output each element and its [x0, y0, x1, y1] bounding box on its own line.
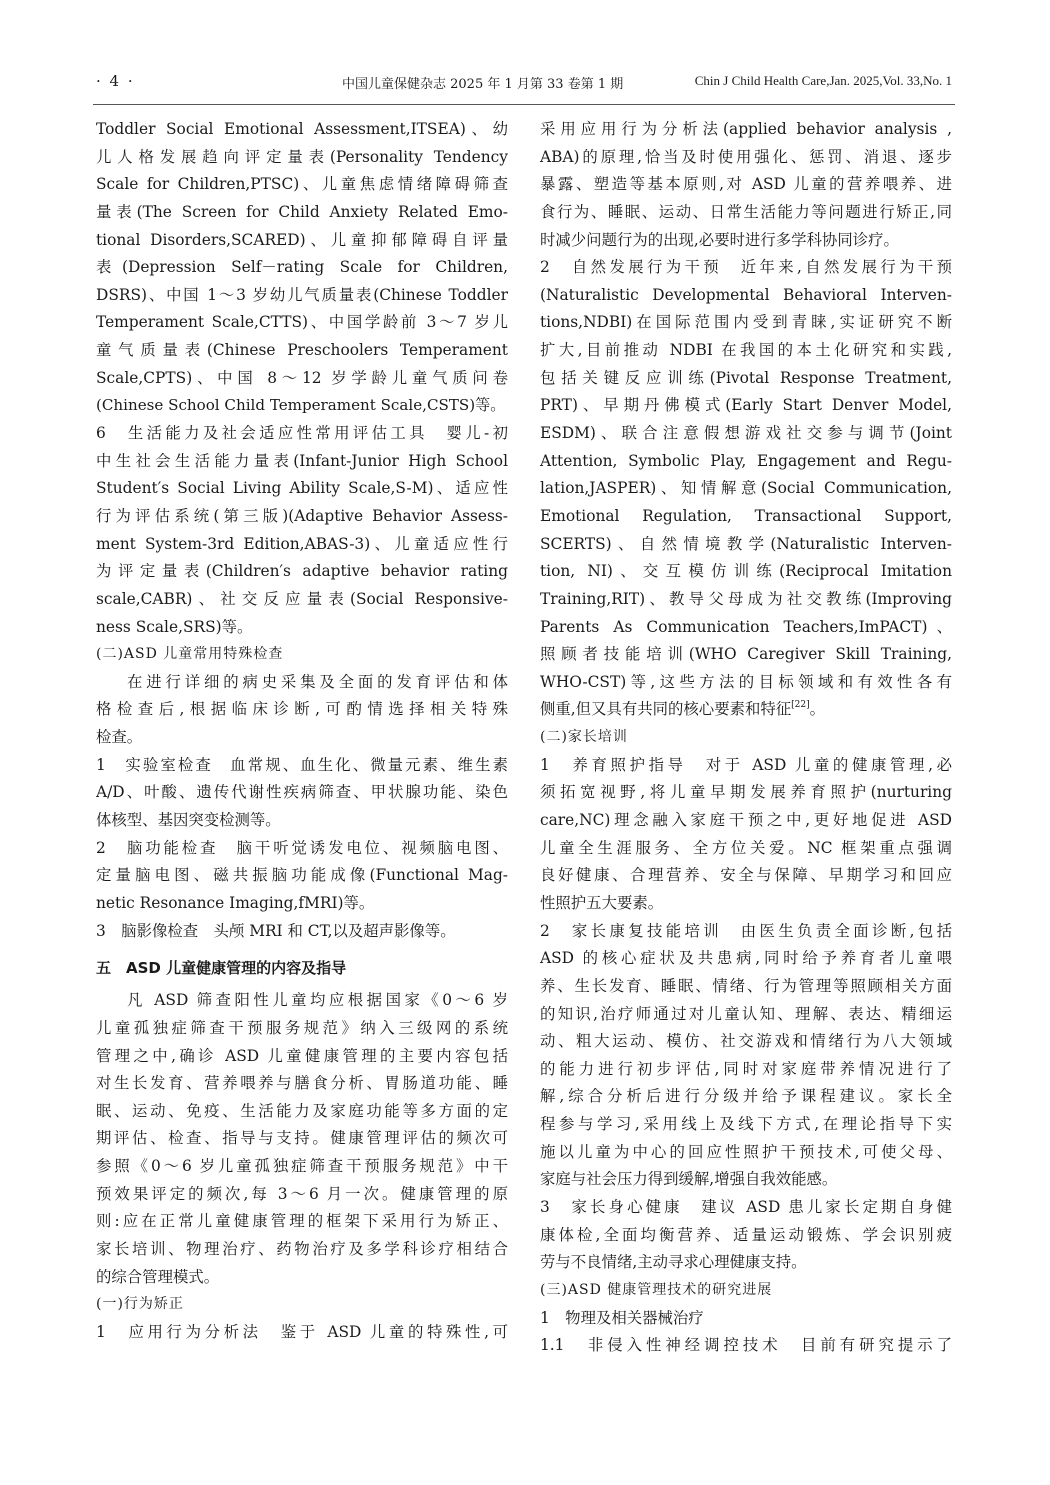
text-line-with-citation [540, 696, 952, 724]
text-line: Toddler Social Emotional Assessment,ITSEA)、幼 [96, 120, 508, 138]
text-line: scale,CABR)、社交反应量表(Social Responsive- [96, 589, 508, 608]
text-line: 参照《0～6 岁儿童孤独症筛查干预服务规范》中干 [96, 1157, 508, 1176]
subsection-heading-rehab-skills: 2 家长康复技能培训 由医生负责全面诊断,包括 [540, 921, 952, 940]
chapter-heading-five: 五 ASD 儿童健康管理的内容及指导 [96, 959, 347, 978]
text-line: Emotional Regulation, Transactional Support, [540, 506, 952, 525]
text-line: ABA)的原理,恰当及时使用强化、惩罚、消退、逐步 [540, 147, 952, 166]
text-line: 预效果评定的频次,每 3～6 月一次。健康管理的原 [96, 1184, 508, 1203]
section-heading-research-progress: (三)ASD 健康管理技术的研究进展 [540, 1281, 773, 1298]
text-line: 包括关键反应训练(Pivotal Response Treatment, [540, 368, 952, 387]
text-span: 。 [809, 700, 826, 719]
text-line: 的综合管理模式。 [96, 1267, 220, 1286]
text-line: 则:应在正常儿童健康管理的框架下采用行为矫正、 [96, 1212, 508, 1231]
text-line: PRT)、早期丹佛模式(Early Start Denver Model, [540, 396, 952, 415]
header-rule [93, 104, 955, 105]
text-line: 时减少问题行为的出现,必要时进行多学科协同诊疗。 [540, 230, 899, 249]
running-header [96, 68, 952, 96]
text-line: 行为评估系统(第三版)(Adaptive Behavior Assess- [96, 506, 508, 525]
text-line: 在进行详细的病史采集及全面的发育评估和体 [127, 672, 508, 691]
subsection-heading-lab: 1 实验室检查 血常规、血生化、微量元素、维生素 [96, 755, 508, 774]
citation-ref[interactable]: [22] [791, 700, 810, 711]
text-line: 照顾者技能培训(WHO Caregiver Skill Training, [540, 645, 952, 664]
subsection-heading-brain-function: 2 脑功能检查 脑干听觉诱发电位、视频脑电图、 [96, 838, 508, 857]
page-number: · 4 · [96, 72, 135, 90]
text-line: 扩大,目前推动 NDBI 在我国的本土化研究和实践, [540, 341, 952, 360]
text-line: 程参与学习,采用线上及线下方式,在理论指导下实 [540, 1115, 952, 1134]
text-line: 体核型、基因突变检测等。 [96, 811, 281, 830]
text-line: ness Scale,SRS)等。 [96, 617, 253, 636]
journal-title-cn: 中国儿童保健杂志 2025 年 1 月第 33 卷第 1 期 [342, 77, 624, 92]
text-line: 对生长发育、营养喂养与膳食分析、胃肠道功能、睡 [96, 1074, 508, 1093]
text-line: 凡 ASD 筛查阳性儿童均应根据国家《0～6 岁 [127, 991, 508, 1010]
text-line: 的能力进行初步评估,同时对家庭带养情况进行了 [540, 1059, 952, 1078]
text-line: 动、粗大运动、模仿、社交游戏和情绪行为八大领域 [540, 1032, 952, 1051]
text-line: 量表(The Screen for Child Anxiety Related Emo- [96, 202, 508, 221]
text-line: 家庭与社会压力得到缓解,增强自我效能感。 [540, 1170, 838, 1189]
left-column [96, 116, 508, 1347]
text-line: 定量脑电图、磁共振脑功能成像(Functional Mag- [96, 866, 508, 885]
text-line: tional Disorders,SCARED)、儿童抑郁障碍自评量 [96, 230, 508, 249]
text-line: 管理之中,确诊 ASD 儿童健康管理的主要内容包括 [96, 1046, 508, 1065]
text-line: netic Resonance Imaging,fMRI)等。 [96, 893, 375, 912]
text-line: Training,RIT)、教导父母成为社交教练(Improving [540, 589, 952, 608]
text-line: 良好健康、合理营养、安全与保障、早期学习和回应 [540, 866, 952, 885]
text-line: tion, NI)、交互模仿训练(Reciprocal Imitation [540, 562, 952, 581]
text-line: 眠、运动、免疫、生活能力及家庭功能等多方面的定 [96, 1101, 508, 1120]
text-line: 为评定量表(Children′s adaptive behavior rating [96, 562, 508, 581]
text-line: ment System-3rd Edition,ABAS-3)、儿童适应性行 [96, 534, 508, 553]
subsection-heading-ndbi: 2 自然发展行为干预 近年来,自然发展行为干预 [540, 258, 952, 277]
text-line: ASD 的核心症状及共患病,同时给予养育者儿童喂 [540, 949, 952, 968]
text-line: 劳与不良情绪,主动寻求心理健康支持。 [540, 1253, 807, 1272]
text-line: 表(Depression Self－rating Scale for Children, [96, 258, 508, 277]
section-heading-special-exams: (二)ASD 儿童常用特殊检查 [96, 646, 284, 663]
text-line: 儿童孤独症筛查干预服务规范》纳入三级网的系统 [96, 1018, 508, 1037]
text-line: 施以儿童为中心的回应性照护干预技术,可使父母、 [540, 1142, 952, 1161]
text-line: 养、生长发育、睡眠、情绪、行为管理等照顾相关方面 [540, 976, 952, 995]
text-line: 须拓宽视野,将儿童早期发展养育照护(nurturing [540, 783, 952, 802]
text-line: care,NC)理念融入家庭干预之中,更好地促进 ASD [540, 811, 952, 830]
text-line: 儿童全生涯服务、全方位关爱。NC 框架重点强调 [540, 838, 952, 857]
text-line: 格检查后,根据临床诊断,可酌情选择相关特殊 [96, 700, 508, 719]
journal-title-en: Chin J Child Health Care,Jan. 2025,Vol. 33,No. 1 [694, 73, 952, 88]
text-line: Temperament Scale,CTTS)、中国学龄前 3～7 岁儿 [96, 313, 508, 332]
section-heading-behavior: (一)行为矫正 [96, 1296, 184, 1313]
text-line: (Chinese School Child Temperament Scale,CSTS)等。 [96, 396, 506, 415]
text-line: ESDM)、联合注意假想游戏社交参与调节(Joint [540, 424, 952, 443]
text-line: 儿人格发展趋向评定量表(Personality Tendency [96, 147, 508, 166]
text-line: SCERTS)、自然情境教学(Naturalistic Interven- [540, 534, 952, 553]
subsection-heading-6: 6 生活能力及社会适应性常用评估工具 婴儿-初 [96, 424, 508, 443]
text-line: Scale for Children,PTSC)、儿童焦虑情绪障碍筛查 [96, 175, 508, 194]
subsection-heading-nurturing: 1 养育照护指导 对于 ASD 儿童的健康管理,必 [540, 755, 952, 774]
text-line: 采用应用行为分析法(applied behavior analysis , [540, 120, 952, 138]
text-line: Attention, Symbolic Play, Engagement and Regu- [540, 451, 952, 470]
text-line: 家长培训、物理治疗、药物治疗及多学科诊疗相结合 [96, 1239, 508, 1258]
text-line: DSRS)、中国 1～3 岁幼儿气质量表(Chinese Toddler [96, 285, 508, 304]
text-line: Student′s Social Living Ability Scale,S-M)、适应性 [96, 479, 508, 498]
text-line: tions,NDBI)在国际范围内受到青睐,实证研究不断 [540, 313, 952, 332]
text-line: lation,JASPER)、知情解意(Social Communication, [540, 479, 952, 498]
text-line: 期评估、检查、指导与支持。健康管理评估的频次可 [96, 1129, 508, 1148]
subsection-heading-aba: 1 应用行为分析法 鉴于 ASD 儿童的特殊性,可 [96, 1322, 508, 1341]
text-line: 童气质量表(Chinese Preschoolers Temperament [96, 341, 508, 360]
text-line: Parents As Communication Teachers,ImPACT)、 [540, 617, 952, 636]
text-line: Scale,CPTS)、中国 8～12 岁学龄儿童气质问卷 [96, 368, 508, 387]
right-column [540, 116, 952, 1360]
section-heading-parent-training: (二)家长培训 [540, 729, 628, 746]
text-line: 的知识,治疗师通过对儿童认知、理解、表达、精细运 [540, 1004, 952, 1023]
text-line: 解,综合分析后进行分级并给予课程建议。家长全 [540, 1087, 952, 1106]
subsection-heading-physical-therapy: 1 物理及相关器械治疗 [540, 1308, 704, 1327]
text-line: 检查。 [96, 728, 143, 747]
text-span: 侧重,但又具有共同的核心要素和特征 [540, 700, 792, 719]
subsection-heading-parent-health: 3 家长身心健康 建议 ASD 患儿家长定期自身健 [540, 1197, 952, 1216]
text-line: 暴露、塑造等基本原则,对 ASD 儿童的营养喂养、进 [540, 175, 952, 194]
subsection-heading-neuromodulation: 1.1 非侵入性神经调控技术 目前有研究提示了 [540, 1336, 952, 1355]
text-line: A/D、叶酸、遗传代谢性疾病筛查、甲状腺功能、染色 [96, 783, 508, 802]
text-line: 性照护五大要素。 [540, 893, 664, 912]
text-line: 康体检,全面均衡营养、适量运动锻炼、学会识别疲 [540, 1225, 952, 1244]
text-line: (Naturalistic Developmental Behavioral Interven- [540, 285, 952, 304]
text-line: 中生社会生活能力量表(Infant-Junior High School [96, 451, 508, 470]
text-line: 食行为、睡眠、运动、日常生活能力等问题进行矫正,同 [540, 202, 952, 221]
subsection-heading-brain-imaging: 3 脑影像检查 头颅 MRI 和 CT,以及超声影像等。 [96, 921, 456, 940]
text-line: WHO-CST)等,这些方法的目标领域和有效性各有 [540, 672, 952, 691]
